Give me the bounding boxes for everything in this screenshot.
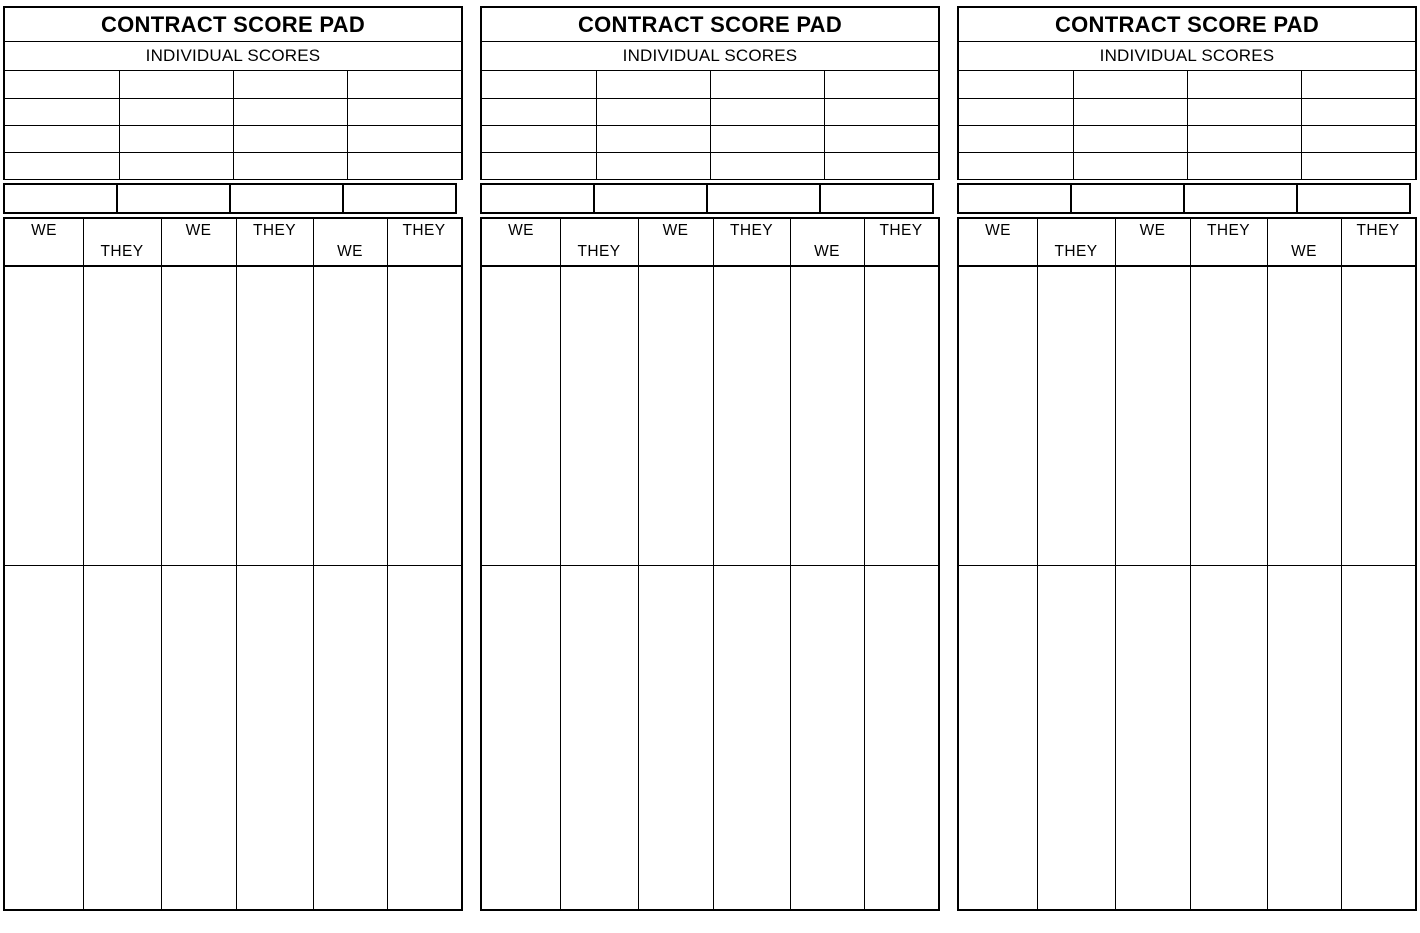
game-line-divider: [482, 565, 938, 566]
total-box[interactable]: [819, 183, 934, 214]
total-box[interactable]: [116, 183, 231, 214]
individual-score-cell[interactable]: [119, 99, 233, 125]
column-divider: [864, 267, 865, 909]
totals-strip: [3, 183, 463, 214]
column-header-we: WE: [814, 243, 840, 260]
table-row: [959, 98, 1415, 125]
pad-subtitle-box: [3, 42, 463, 71]
individual-score-cell[interactable]: [824, 153, 938, 179]
individual-score-cell[interactable]: [710, 153, 824, 179]
column-header-they: THEY: [1207, 222, 1250, 239]
we-they-header-band: [3, 217, 463, 267]
individual-score-cell[interactable]: [233, 71, 347, 98]
total-box[interactable]: [957, 183, 1072, 214]
column-divider: [1037, 267, 1038, 909]
individual-score-cell[interactable]: [347, 126, 461, 152]
column-header-they: THEY: [253, 222, 296, 239]
column-header-we: WE: [337, 243, 363, 260]
column-divider: [713, 267, 714, 909]
column-divider: [1267, 267, 1268, 909]
individual-score-cell[interactable]: [233, 126, 347, 152]
column-divider: [387, 267, 388, 909]
total-box[interactable]: [593, 183, 708, 214]
total-box[interactable]: [1070, 183, 1185, 214]
individual-score-cell[interactable]: [482, 71, 596, 98]
individual-score-cell[interactable]: [710, 126, 824, 152]
individual-score-cell[interactable]: [1301, 71, 1415, 98]
individual-scores-heading: INDIVIDUAL SCORES: [145, 46, 321, 65]
pad-title-box: [480, 6, 940, 42]
total-box[interactable]: [480, 183, 595, 214]
individual-score-cell[interactable]: [1073, 99, 1187, 125]
game-line-divider: [5, 565, 461, 566]
individual-score-cell[interactable]: [1301, 99, 1415, 125]
individual-score-cell[interactable]: [482, 153, 596, 179]
column-divider: [790, 267, 791, 909]
page-title: CONTRACT SCORE PAD: [577, 11, 843, 37]
column-header-we: WE: [985, 222, 1011, 239]
table-row: [5, 125, 461, 152]
table-row: [959, 71, 1415, 98]
game-line-divider: [959, 565, 1415, 566]
score-entry-area[interactable]: [957, 267, 1417, 911]
individual-score-cell[interactable]: [5, 126, 119, 152]
individual-score-cell[interactable]: [233, 99, 347, 125]
individual-score-cell[interactable]: [1187, 99, 1301, 125]
individual-score-cell[interactable]: [596, 71, 710, 98]
column-divider: [83, 267, 84, 909]
total-box[interactable]: [342, 183, 457, 214]
individual-score-cell[interactable]: [5, 71, 119, 98]
individual-score-cell[interactable]: [596, 99, 710, 125]
total-box[interactable]: [229, 183, 344, 214]
individual-score-cell[interactable]: [959, 153, 1073, 179]
score-pad-sheet: [3, 6, 463, 926]
total-box[interactable]: [706, 183, 821, 214]
individual-score-cell[interactable]: [119, 153, 233, 179]
individual-score-cell[interactable]: [710, 71, 824, 98]
column-divider: [236, 267, 237, 909]
we-they-header-band: [957, 217, 1417, 267]
column-header-they: THEY: [577, 243, 621, 260]
individual-score-cell[interactable]: [710, 99, 824, 125]
table-row: [5, 98, 461, 125]
individual-score-cell[interactable]: [824, 99, 938, 125]
pad-title-box: [957, 6, 1417, 42]
column-divider: [1341, 267, 1342, 909]
individual-score-cell[interactable]: [1187, 126, 1301, 152]
individual-score-cell[interactable]: [824, 71, 938, 98]
individual-scores-grid: [3, 71, 463, 180]
individual-score-cell[interactable]: [1073, 126, 1187, 152]
column-header-they: THEY: [1054, 243, 1098, 260]
we-they-header-band: [480, 217, 940, 267]
individual-score-cell[interactable]: [233, 153, 347, 179]
individual-score-cell[interactable]: [1073, 71, 1187, 98]
individual-score-cell[interactable]: [5, 153, 119, 179]
column-header-we: WE: [508, 222, 534, 239]
individual-score-cell[interactable]: [959, 99, 1073, 125]
score-pad-sheet: [957, 6, 1417, 926]
individual-score-cell[interactable]: [1301, 153, 1415, 179]
pad-subtitle-box: [957, 42, 1417, 71]
page-title: CONTRACT SCORE PAD: [100, 11, 366, 37]
page-title: CONTRACT SCORE PAD: [1054, 11, 1320, 37]
individual-score-cell[interactable]: [347, 153, 461, 179]
column-header-we: WE: [185, 222, 212, 239]
column-header-we: WE: [662, 222, 689, 239]
column-header-we: WE: [1291, 243, 1317, 260]
total-box[interactable]: [1296, 183, 1411, 214]
table-row: [482, 71, 938, 98]
total-box[interactable]: [3, 183, 118, 214]
individual-scores-heading: INDIVIDUAL SCORES: [622, 46, 798, 65]
individual-scores-grid: [957, 71, 1417, 180]
table-row: [482, 125, 938, 152]
individual-score-cell[interactable]: [1073, 153, 1187, 179]
total-box[interactable]: [1183, 183, 1298, 214]
table-row: [5, 71, 461, 98]
column-divider: [1115, 267, 1116, 909]
individual-score-cell[interactable]: [959, 126, 1073, 152]
individual-scores-grid: [480, 71, 940, 180]
table-row: [959, 152, 1415, 179]
column-header-they: THEY: [879, 222, 923, 239]
column-divider: [1190, 267, 1191, 909]
individual-score-cell[interactable]: [482, 99, 596, 125]
individual-score-cell[interactable]: [824, 126, 938, 152]
individual-score-cell[interactable]: [596, 153, 710, 179]
column-header-they: THEY: [730, 222, 773, 239]
individual-score-cell[interactable]: [347, 99, 461, 125]
individual-score-cell[interactable]: [5, 99, 119, 125]
column-divider: [638, 267, 639, 909]
column-divider: [313, 267, 314, 909]
column-header-we: WE: [31, 222, 57, 239]
individual-score-cell[interactable]: [1187, 153, 1301, 179]
individual-score-cell[interactable]: [1301, 126, 1415, 152]
individual-score-cell[interactable]: [959, 71, 1073, 98]
totals-strip: [957, 183, 1417, 214]
table-row: [482, 98, 938, 125]
score-entry-area[interactable]: [480, 267, 940, 911]
individual-score-cell[interactable]: [482, 126, 596, 152]
individual-score-cell[interactable]: [596, 126, 710, 152]
pad-title-box: [3, 6, 463, 42]
column-divider: [560, 267, 561, 909]
table-row: [5, 152, 461, 179]
individual-score-cell[interactable]: [119, 126, 233, 152]
totals-strip: [480, 183, 940, 214]
table-row: [959, 125, 1415, 152]
individual-score-cell[interactable]: [119, 71, 233, 98]
individual-score-cell[interactable]: [1187, 71, 1301, 98]
score-entry-area[interactable]: [3, 267, 463, 911]
individual-score-cell[interactable]: [347, 71, 461, 98]
pad-subtitle-box: [480, 42, 940, 71]
column-header-they: THEY: [100, 243, 144, 260]
individual-scores-heading: INDIVIDUAL SCORES: [1099, 46, 1275, 65]
column-header-they: THEY: [1356, 222, 1400, 239]
table-row: [482, 152, 938, 179]
column-header-we: WE: [1139, 222, 1166, 239]
column-divider: [161, 267, 162, 909]
score-pad-sheet: [480, 6, 940, 926]
column-header-they: THEY: [402, 222, 446, 239]
